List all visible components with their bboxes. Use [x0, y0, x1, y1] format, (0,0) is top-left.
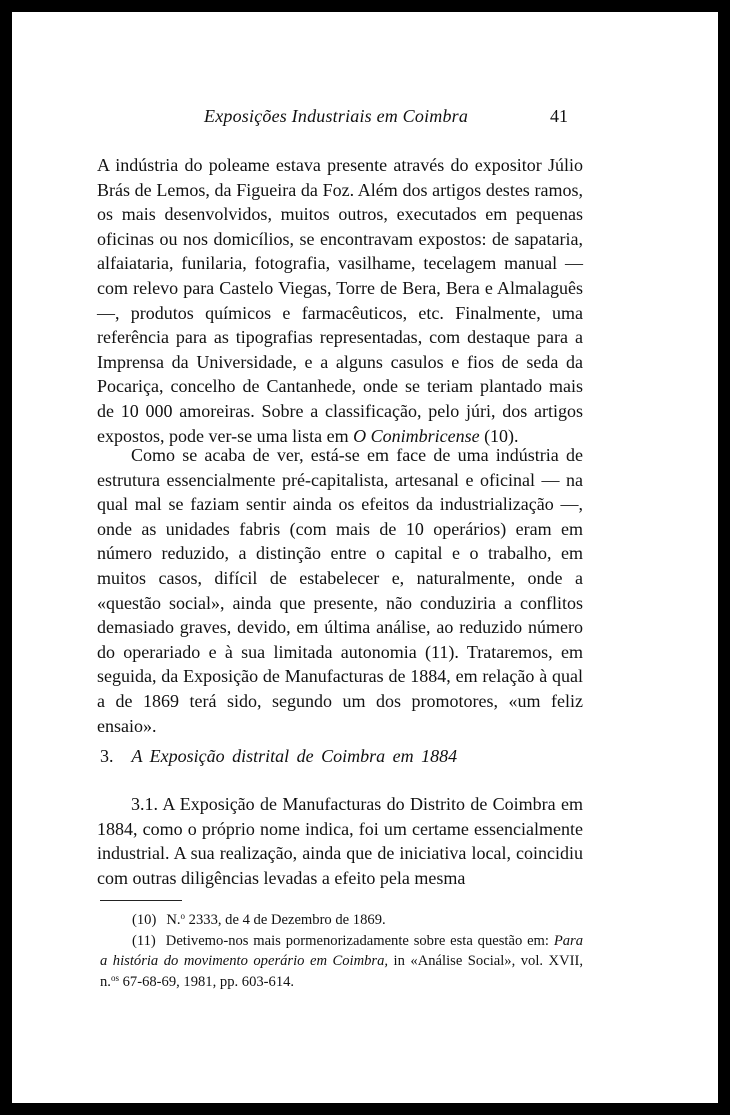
footnote-superscript: os	[110, 972, 119, 983]
footnote-text: in «Análise Social», vol. XVII, n.	[100, 953, 583, 990]
paragraph-1-text: A indústria do poleame estava presente através do expositor Júlio Brás de Lemos, da Figueira da Foz. Além dos artigos destes ramos, os mais desenvolvidos, muitos outros, executados em pequenas oficinas ou nos domicílios, se encontravam expostos: de sapataria, alfaiataria, funilaria, fotografia, vasilhame, tecelagem manual — com relevo para Castelo Viegas, Torre de Bera, Bera e Almalaguês —, produtos químicos e farmacêuticos, etc. Finalmente, uma referência para as tipografias representadas, com destaque para a Imprensa da Universidade, e a alguns casulos e fios de seda da Pocariça, concelho de Cantanhede, onde se teriam plantado mais de 10 000 amoreiras. Sobre a classificação, pelo júri, dos artigos expostos, pode ver-se uma lista em	[97, 155, 583, 446]
footnote-11	[100, 931, 583, 993]
paragraph-2-text: Como se acaba de ver, está-se em face de uma indústria de estrutura essencialmente pré-capitalista, artesanal e oficinal — na qual mal se faziam sentir ainda os efeitos da industrialização —, onde as unidades fabris (com mais de 10 operários) eram em número reduzido, a distinção entre o capital e o trabalho, em muitos casos, difícil de estabelecer e, naturalmente, onde a «questão social», ainda que presente, não conduziria a conflitos demasiado graves, devido, em última análise, ao reduzido número do operariado e à sua limitada autonomia (11). Trataremos, em seguida, da Exposição de Manufacturas de 1884, em relação à qual a de 1869 terá sido, segundo um dos promotores, «um feliz ensaio».	[97, 445, 583, 736]
page-number: 41	[550, 106, 568, 126]
footnote-number: (11)	[132, 932, 156, 949]
footnote-number: (10)	[132, 912, 157, 928]
paragraph-3	[97, 792, 583, 890]
cited-work-title: Para a história do movimento operário em Coimbra,	[100, 932, 583, 969]
footnote-superscript: o	[180, 911, 186, 921]
section-heading	[100, 746, 457, 767]
footnote-10	[100, 910, 583, 931]
document-page	[12, 12, 718, 1103]
paragraph-2	[97, 443, 583, 738]
section-number: 3.	[100, 746, 114, 766]
footnote-text: 67-68-69, 1981, pp. 603-614.	[118, 973, 295, 990]
footnote-divider	[100, 900, 182, 901]
footnote-text: N.	[166, 912, 181, 928]
section-title: A Exposição distrital de Coimbra em 1884	[131, 746, 458, 766]
paragraph-3-text: 3.1. A Exposição de Manufacturas do Distrito de Coimbra em 1884, como o próprio nome indica, foi um certame essencialmente industrial. A sua realização, ainda que de iniciativa local, coincidiu com outras diligências levadas a efeito pela mesma	[97, 794, 583, 888]
footnote-text: 2333, de 4 de Dezembro de 1869.	[185, 912, 386, 928]
paragraph-1	[97, 153, 583, 448]
footnote-text: Detivemo-nos mais pormenorizadamente sobre esta questão em:	[165, 932, 549, 949]
running-title: Exposições Industriais em Coimbra	[204, 106, 469, 126]
footnotes	[100, 910, 583, 992]
paragraph-1-end: (10).	[479, 425, 519, 446]
publication-title: O Conimbricense	[353, 425, 480, 446]
page-header	[12, 106, 718, 132]
